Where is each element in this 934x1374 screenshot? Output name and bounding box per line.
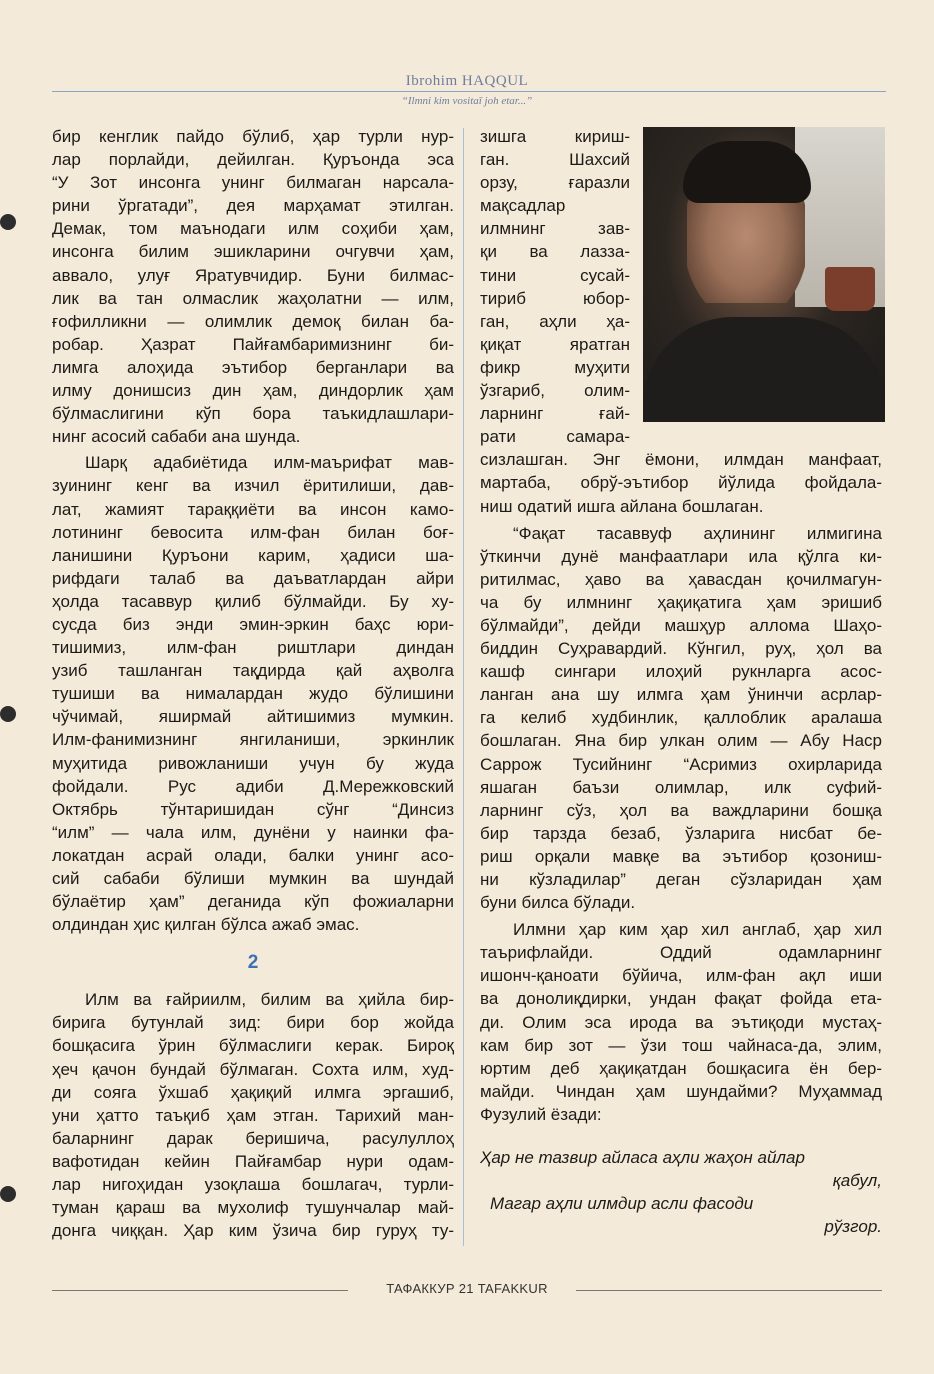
text-line: илму донишсиз дин ҳам, диндорлик ҳам [52, 381, 454, 401]
text-line: ган, аҳли ҳа- [480, 311, 630, 331]
text-line: Демак, том маънодаги илм соҳиби ҳам, [52, 219, 454, 239]
text-line: ишонч-қаноати бўйича, илм-фан ақл иши [480, 966, 882, 986]
text-line: риш орқали мавқе ва эътибор қозониш- [480, 846, 882, 866]
text-line: бўлмаслигини кўп бора таъкидлашлари- [52, 404, 454, 424]
text-line: таърифлайди. Оддий одамларнинг [480, 943, 882, 963]
text-line: юртим деб ҳақиқатдан бошқасига ён бер- [480, 1058, 882, 1078]
text-line: ган. Шахсий [480, 150, 630, 170]
text-line: ди сояга ўхшаб ҳақиқий илмга эргашиб, [52, 1082, 454, 1102]
header-rule [52, 91, 886, 92]
poem-line: Ҳар не тазвир айласа аҳли жаҳон айлар [480, 1148, 805, 1168]
paragraph [480, 448, 882, 517]
text-line: ҳолда тасаввур қилиб бўлмайди. Бу ху- [52, 591, 454, 611]
text-line: мақсадлар [480, 196, 566, 216]
text-line: ланишини Қуръони карим, ҳадиси ша- [52, 545, 454, 565]
text-line: ди. Олим эса ирода ва эътиқоди мустаҳ- [480, 1012, 882, 1032]
punch-hole [0, 706, 16, 722]
text-line: қи ва лазза- [480, 242, 630, 262]
poem-line: Магар аҳли илмдир асли фасоди [490, 1194, 754, 1214]
footer-text: ТАФАККУР 21 TAFAKKUR [386, 1281, 548, 1296]
text-line: зуининг кенг ва изчил ёритилиши, дав- [52, 476, 454, 496]
text-line: тишимиз, илм-фан риштлари диндан [52, 638, 454, 658]
text-line: “Фақат тасаввуф аҳлининг илмигина [513, 523, 882, 543]
text-line: “илм” — чала илм, дунёни у наинки фа- [52, 822, 454, 842]
paragraph [480, 522, 882, 915]
text-line: ча бу илмнинг ҳақиқатига ҳам эришиб [480, 592, 882, 612]
text-line: ҳеч қачон бундай бўлмаган. Сохта илм, худ- [52, 1059, 454, 1079]
text-line: олдиндан ҳис қилган бўлса ажаб эмас. [52, 915, 360, 935]
text-line: вафотидан кейин Пайғамбар нури одам- [52, 1151, 454, 1171]
poem-line: рўзгор. [824, 1217, 882, 1237]
text-line: рифдаги талаб ва даъватлардан айри [52, 568, 454, 588]
text-line: ўзгариб, олим- [480, 381, 630, 401]
text-line: биддин Суҳравардий. Кўнгил, руҳ, ҳол ва [480, 639, 882, 659]
text-line: тириб юбор- [480, 288, 630, 308]
text-line: ритилмас, ҳаво ва ҳавасдан қочилмагун- [480, 569, 882, 589]
paragraph [52, 451, 454, 936]
text-line: уни ҳатто таъқиб ҳам этган. Тарихий ман- [52, 1105, 454, 1125]
text-line: бошқасига ўрин бўлмаслиги керак. Бироқ [52, 1036, 454, 1056]
text-line: ғофилликни — олимлик демоқ билан ба- [52, 311, 454, 331]
punch-hole [0, 214, 16, 230]
text-line: рати самара- [480, 427, 630, 447]
text-line: узиб ташланган тақдирда қай аҳволга [52, 661, 454, 681]
text-line: тушиши ва нималардан жудо бўлишини [52, 684, 454, 704]
text-line: рини ўргатади”, дея марҳамат этилган. [52, 196, 454, 216]
text-line: ларнинг ғай- [480, 404, 630, 424]
text-line: бўлаётир ҳам” деганида кўп фожиаларни [52, 892, 454, 912]
text-line: орзу, ғаразли [480, 173, 630, 193]
paragraph [52, 125, 454, 448]
text-line: фикр муҳити [480, 357, 630, 377]
text-line: муҳитида ривожланиши учун бу жуда [52, 753, 454, 773]
text-line: бўлмайди”, дейди машҳур аллома Шаҳо- [480, 615, 882, 635]
text-line: кам бир зот — ўзи тош чайнаса-да, элим, [480, 1035, 882, 1055]
text-line: тини сусай- [480, 265, 630, 285]
footer-rule [576, 1290, 882, 1291]
text-line: лимга алоҳида эътибор берганлари ва [52, 357, 454, 377]
poem-line: қабул, [832, 1171, 882, 1191]
text-line: ниш одатий ишга айлана бошлаган. [480, 496, 764, 516]
text-line: сизлашган. Энг ёмони, илмдан манфаат, [480, 450, 882, 470]
text-line: га келиб худбинлик, қаллоблик аралаша [480, 708, 882, 728]
text-line: ўткинчи дунё манфаатлари ила қўлга ки- [480, 546, 882, 566]
text-line: майди. Чиндан ҳам шундайми? Муҳаммад [480, 1081, 882, 1101]
text-line: бирига бутунлай зид: бири бор жойда [52, 1013, 454, 1033]
text-line: Илм-фанимизнинг янгиланиши, эркинлик [52, 730, 454, 750]
text-line: ни кўзладилар” деган сўзларидан ҳам [480, 870, 882, 889]
text-line: бир тарзда безаб, ўзларига нисбат бе- [480, 823, 882, 843]
text-line: чўчимай, яширмай айтишимиз мумкин. [52, 707, 454, 727]
right-column [480, 125, 882, 1238]
text-line: лар порлайди, дейилган. Қуръонда эса [52, 150, 454, 170]
text-line: “У Зот инсонга унинг билмаган нарсала- [52, 173, 454, 193]
text-line: бир кенглик пайдо бўлиб, ҳар турли нур- [52, 127, 454, 146]
text-line: робар. Ҳазрат Пайғамбаримизнинг би- [52, 334, 454, 354]
text-line: инсонга билим эшикларини очгувчи ҳам, [52, 242, 454, 262]
text-line: лат, жамият тараққиёти ва инсон камо- [52, 499, 454, 519]
section-number: 2 [247, 952, 259, 974]
text-line: Илм ва ғайриилм, билим ва ҳийла бир- [85, 990, 454, 1010]
text-line: қиқат яратган [480, 334, 630, 354]
paragraph [52, 988, 454, 1242]
text-line: туман қараш ва мухолиф тушунчалар май- [52, 1198, 454, 1218]
text-line: лар нигоҳидан узоқлаша бошлагач, турли- [52, 1175, 454, 1195]
text-line: Шарқ адабиётида илм-маърифат мав- [85, 453, 454, 473]
text-line: сий сабаби бўлиши мумкин ва шундай [52, 869, 454, 888]
text-line: мартаба, обрў-эътибор йўлида фойдала- [480, 473, 882, 493]
text-line: кашф сингари илоҳий рукнларга асос- [480, 662, 882, 682]
text-line: буни билса бўлади. [480, 893, 636, 913]
text-line: лик ва тан олмаслик жаҳолатни — илм, [52, 288, 454, 308]
text-line: фойдали. Рус адиби Д.Мережковский [52, 776, 454, 796]
text-line: бошлаган. Яна бир улкан олим — Абу Наср [480, 731, 882, 751]
text-line: Илмни ҳар ким ҳар хил англаб, ҳар хил [513, 920, 882, 940]
punch-hole [0, 1186, 16, 1202]
text-line: илмнинг зав- [480, 219, 630, 239]
text-line: ланган ана шу илмга ҳам ўнинчи асрлар- [480, 685, 882, 705]
text-line: нинг асосий сабаби ана шунда. [52, 427, 301, 447]
text-line: Фузулий ёзади: [480, 1104, 602, 1124]
text-line: аввало, улуғ Яратувчидир. Буни билмас- [52, 265, 454, 285]
paragraph-narrow [480, 125, 630, 448]
text-line: яшаган баъзи олимлар, илк суфий- [480, 777, 882, 797]
text-line: сусда биз энди эмин-эркин баҳс юри- [52, 614, 454, 634]
header-subtitle: “Ilmni kim vositaī joh etar...” [401, 95, 533, 107]
text-line: донга чиққан. Ҳар ким ўзича бир гуруҳ ту- [52, 1221, 454, 1241]
text-line: Саррож Тусийнинг “Асримиз охирларида [480, 754, 882, 774]
column-divider [463, 128, 464, 1246]
poem [480, 1146, 882, 1238]
header-author: Ibrohim HAQQUL [405, 73, 529, 89]
text-line: ва донолиқдирки, ундан фақат фойда ета- [480, 989, 882, 1009]
text-line: Октябрь тўнтаришидан сўнг “Динсиз [52, 799, 454, 819]
text-line: лотининг бевосита илм-фан билан боғ- [52, 522, 454, 542]
text-line: локатдан асрай олади, балки унинг асо- [52, 845, 454, 865]
text-line: баларнинг дарак беришича, расулуллоҳ [52, 1128, 454, 1148]
paragraph [480, 918, 882, 1126]
text-line: ларнинг сўз, ҳол ва важдларини бошқа [480, 800, 882, 820]
text-line: зишга кириш- [480, 127, 630, 146]
left-column [52, 125, 454, 1242]
